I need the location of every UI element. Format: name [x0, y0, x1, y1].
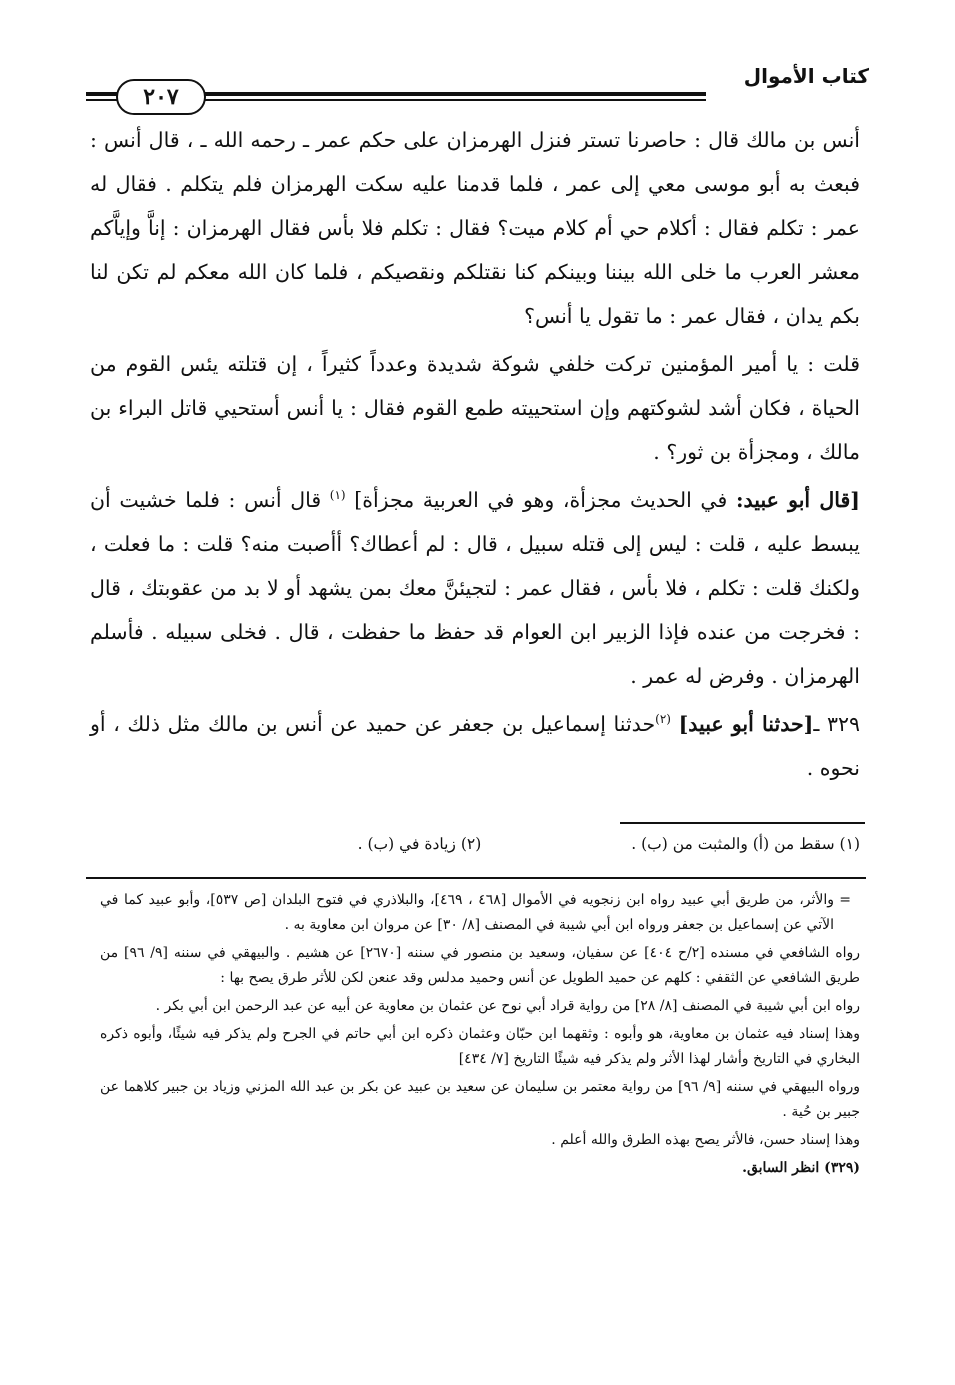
hadith-number: ٣٢٩ ـ — [813, 712, 860, 736]
note-entry: والأثر، من طريق أبي عبيد رواه ابن زنجويه في الأموال [٤٦٨ ، ٤٦٩]، والبلاذري في فتوح البلدان [ص ٥٣٧]، وأبو عبيد كما في الآتي عن إسماعيل بن جعفر ورواه ابن أبي شيبة في المصنف [٨/ ٣٠] عن مروان ابن معاوية به . — [100, 892, 834, 933]
footnotes — [90, 832, 860, 856]
notes-rule — [86, 877, 866, 879]
paragraph-3 — [90, 478, 860, 698]
paragraph-4-text: حدثنا إسماعيل بن جعفر عن حميد عن أنس بن مالك مثل ذلك ، أو نحوه . — [90, 712, 860, 780]
paragraph-1: أنس بن مالك قال : حاصرنا تستر فنزل الهرمزان على حكم عمر ـ رحمه الله ـ ، قال أنس : فبعث به أبو موسى معي إلى عمر ، فلما قدمنا عليه سكت الهرمزان فلم يتكلم . فقال له عمر : تكلم فقال : أكلام حي أم كلام ميت؟ فقال : تكلم فلا بأس فقال الهرمزان : إناَّ وإياَّكم معشر العرب ما خلى الله بيننا وبينكم كنا نقتلكم ونقصيكم ، فلما كان الله معكم لم تكن لنا بكم يدان ، فقال عمر : ما تقول يا أنس؟ — [90, 128, 860, 328]
takhrij-notes — [100, 888, 860, 1181]
footnote-rule — [620, 822, 865, 824]
paragraph-2: قلت : يا أمير المؤمنين تركت خلفي شوكة شديدة وعدداً كثيراً ، إن قتلته يئس القوم من الحياة ، فكان أشد لشوكتهم وإن استحييته طمع القوم فقال : يا أنس أستحيي قاتل البراء بن مالك ، ومجزأة بن ثور؟ . — [90, 352, 860, 464]
page-number: ٢٠٧ — [116, 79, 206, 115]
closing-note: (٣٢٩) انظر السابق. — [742, 1160, 860, 1176]
haddathana-label: [حدثنا أبو عبيد] — [678, 712, 814, 736]
paragraph-3-note: في الحديث مجزأة، وهو في العربية مجزأة] — [354, 488, 736, 512]
footnote-ref-2[interactable]: (٢) — [655, 712, 671, 727]
footnote-ref-1[interactable]: (١) — [329, 488, 346, 503]
book-title: كتاب الأموال — [743, 64, 869, 88]
paragraph-3-text: قال أنس : فلما خشيت أن يبسط عليه ، قلت : ليس إلى قتله سبيل ، قال : لم أعطاك؟ أأصبت منه؟ قلت : ما فعلت ، ولكنك قلت : تكلم ، فلا بأس ، فقال عمر : لتجيئنَّ معك بمن يشهد أو لا بد من عقوبتك ، قال : فخرجت من عنده فإذا الزبير ابن العوام قد حفظ ما حفظت ، قال . فخلى سبيله . فأسلم الهرمزان . وفرض له عمر . — [90, 488, 860, 688]
note-entry: ورواه البيهقي في سننه [٩/ ٩٦] من رواية معتمر بن سليمان عن سعيد بن عبيد عن بكر بن عبد الله المزني وزياد بن جبير كلاهما عن جبير بن حُية . — [100, 1079, 861, 1120]
paragraph-4 — [90, 702, 860, 790]
abu-ubayd-label: [قال أبو عبيد: — [735, 488, 860, 512]
note-entry: وهذا إسناد فيه عثمان بن معاوية، هو وأبوه : وثقهما ابن حبّان وعثمان ذكره ابن أبي حاتم في الجرح ولم يذكر فيه شيئًا، وأبوه ذكره البخاري في التاريخ وأشار لهذا الأثر ولم يذكر فيه شيئًا التاريخ [٧/ ٤٣٤] — [100, 1026, 860, 1067]
footnote-2: (٢) زيادة في (ب) . — [357, 835, 482, 853]
note-entry: رواه ابن أبي شيبة في المصنف [٨/ ٢٨] من رواية قراد أبي نوح عن عثمان بن معاوية عن أبيه عن عبد الرحمن ابن أبي بكر . — [155, 998, 860, 1014]
main-text — [90, 118, 860, 790]
note-entry: رواه الشافعي في مسنده [٢/ح ٤٠٤] عن سفيان، وسعيد بن منصور في سننه [٢٦٧٠] عن هشيم . والبيهقي في سننه [٩/ ٩٦] من طريق الشافعي عن الثقفي : كلهم عن حميد الطويل عن أنس وحميد مدلس وقد عنعن لكن للأثر طرق يصح بها : — [100, 945, 860, 986]
continuation-marker: = — [839, 892, 851, 908]
footnote-1: (١) سقط من (أ) والمثبت من (ب) . — [631, 835, 860, 853]
note-entry: وهذا إسناد حسن، فالأثر يصح بهذه الطرق والله أعلم . — [551, 1132, 860, 1148]
